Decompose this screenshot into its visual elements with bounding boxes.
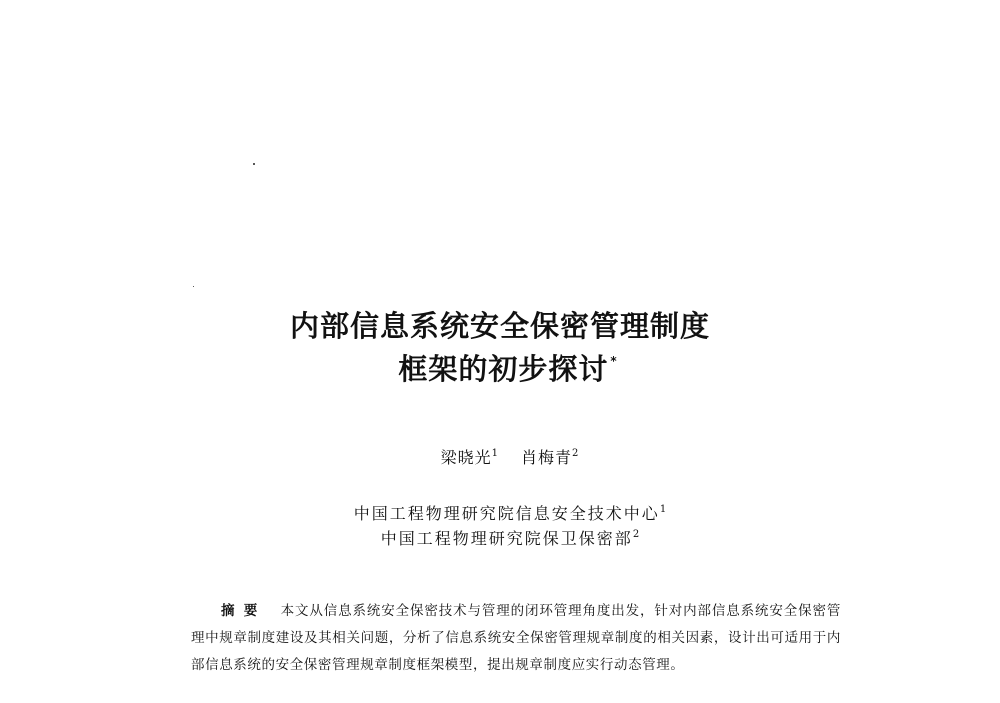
- author-name: 肖梅青: [521, 448, 573, 467]
- abstract-text: 本文从信息系统安全保密技术与管理的闭环管理角度出发，针对内部信息系统安全保密管理中规章制度建设及其相关问题，分析了信息系统安全保密管理规章制度的相关因素，设计出可适用于内部信息系统的安全保密管理规章制度框架模型，提出规章制度应实行动态管理。: [191, 603, 841, 673]
- abstract-label: 摘要: [221, 603, 267, 619]
- author-name: 梁晓光: [440, 448, 492, 467]
- author-list: [0, 445, 1000, 468]
- paper-title-line-1: [0, 309, 1000, 343]
- author-affiliation-mark: 2: [572, 448, 580, 459]
- affiliation-mark: 2: [632, 529, 640, 540]
- title-footnote-mark: *: [610, 354, 618, 368]
- title-line-2-text: 框架的初步探讨: [398, 352, 609, 386]
- affiliation-text: 中国工程物理研究院保卫保密部: [380, 529, 633, 548]
- abstract: [191, 598, 841, 679]
- affiliation-mark: 1: [659, 504, 667, 515]
- author-affiliation-mark: 1: [491, 448, 499, 459]
- scan-speck: [253, 163, 255, 165]
- title-line-1-text: 内部信息系统安全保密管理制度: [289, 309, 710, 343]
- paper-title-line-2: [8, 352, 1000, 386]
- scan-speck: [193, 286, 194, 287]
- affiliation-2: [0, 526, 1000, 549]
- affiliation-text: 中国工程物理研究院信息安全技术中心: [353, 504, 660, 523]
- affiliation-1: [0, 501, 1000, 524]
